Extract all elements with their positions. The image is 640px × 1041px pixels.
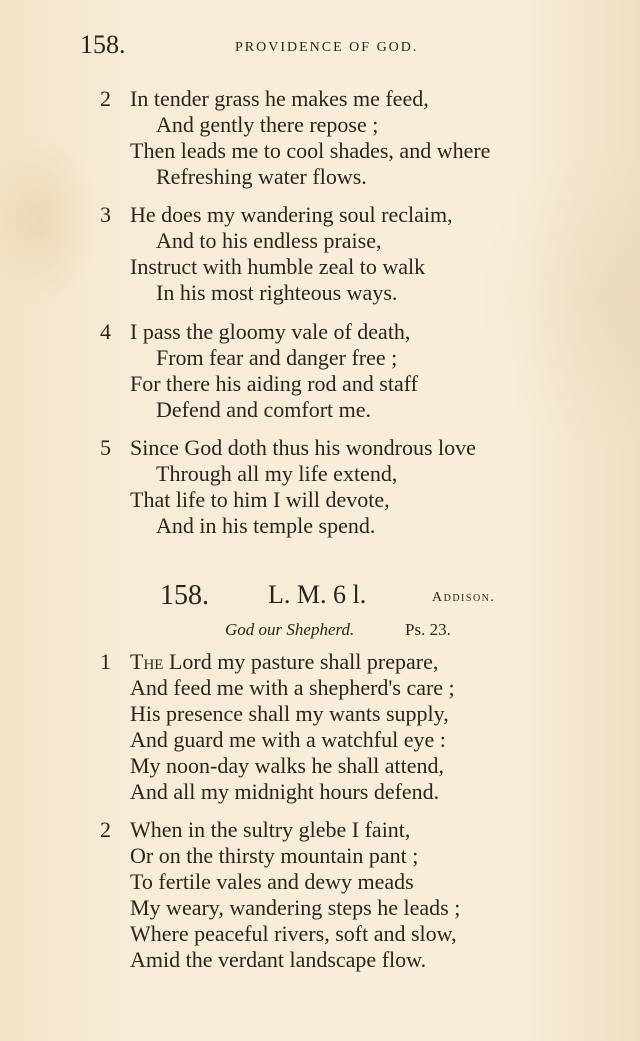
verse-line: And in his temple spend. [156,513,376,538]
verse-line: And feed me with a shepherd's care ; [130,675,455,700]
stanza-number: 4 [100,319,111,344]
verse-line: And all my midnight hours defend. [130,779,440,804]
verse-line: Then leads me to cool shades, and where [130,138,491,163]
running-title: PROVIDENCE OF GOD. [235,40,419,55]
verse-line: Since God doth thus his wondrous love [130,435,476,460]
stanza-number: 3 [100,202,111,227]
verse-line: Through all my life extend, [156,461,398,486]
verse-line: Lord my pasture shall prepare, [163,649,439,674]
verse-line: His presence shall my wants supply, [130,701,449,726]
verse-line: When in the sultry glebe I faint, [130,817,411,842]
page-number: 158. [80,30,126,59]
hymn-meter: L. M. 6 l. [268,580,367,609]
page-header [80,30,560,64]
stanza-prev-5 [100,435,570,539]
hymn-heading [160,580,560,614]
first-word: The [130,649,164,674]
stanza-number: 5 [100,435,111,460]
verse-line: To fertile vales and dewy meads [130,869,414,894]
verse-line: And gently there repose ; [156,112,379,137]
verse-line: Instruct with humble zeal to walk [130,254,426,279]
stanza-number: 2 [100,86,111,111]
verse-line: And to his endless praise, [156,228,382,253]
verse-line: That life to him I will devote, [130,487,390,512]
verse-line: Or on the thirsty mountain pant ; [130,843,419,868]
verse-line: My weary, wandering steps he leads ; [130,895,461,920]
hymn-subtitle: God our Shepherd. [225,620,355,639]
verse-line: Defend and comfort me. [156,397,372,422]
verse-line: And guard me with a watchful eye : [130,727,446,752]
stanza-prev-4 [100,319,570,423]
stanza-prev-3 [100,202,570,306]
verse-line: Where peaceful rivers, soft and slow, [130,921,457,946]
hymn-number: 158. [160,580,209,611]
verse-line: In his most righteous ways. [156,280,398,305]
hymn-stanza-2 [100,817,570,973]
verse-line: Refreshing water flows. [156,164,367,189]
verse-line: I pass the gloomy vale of death, [130,319,411,344]
stanza-prev-2 [100,86,570,190]
hymn-stanza-1 [100,649,570,805]
stanza-number: 1 [100,649,111,674]
stanza-number: 2 [100,817,111,842]
hymn-subtitle-row [225,620,451,640]
verse-line: For there his aiding rod and staff [130,371,418,396]
verse-line: He does my wandering soul reclaim, [130,202,453,227]
hymn-author: Addison. [432,590,496,605]
verse-line: In tender grass he makes me feed, [130,86,429,111]
scripture-reference: Ps. 23. [405,620,451,639]
verse-line: Amid the verdant landscape flow. [130,947,427,972]
verse-line: My noon-day walks he shall attend, [130,753,445,778]
verse-line: From fear and danger free ; [156,345,398,370]
